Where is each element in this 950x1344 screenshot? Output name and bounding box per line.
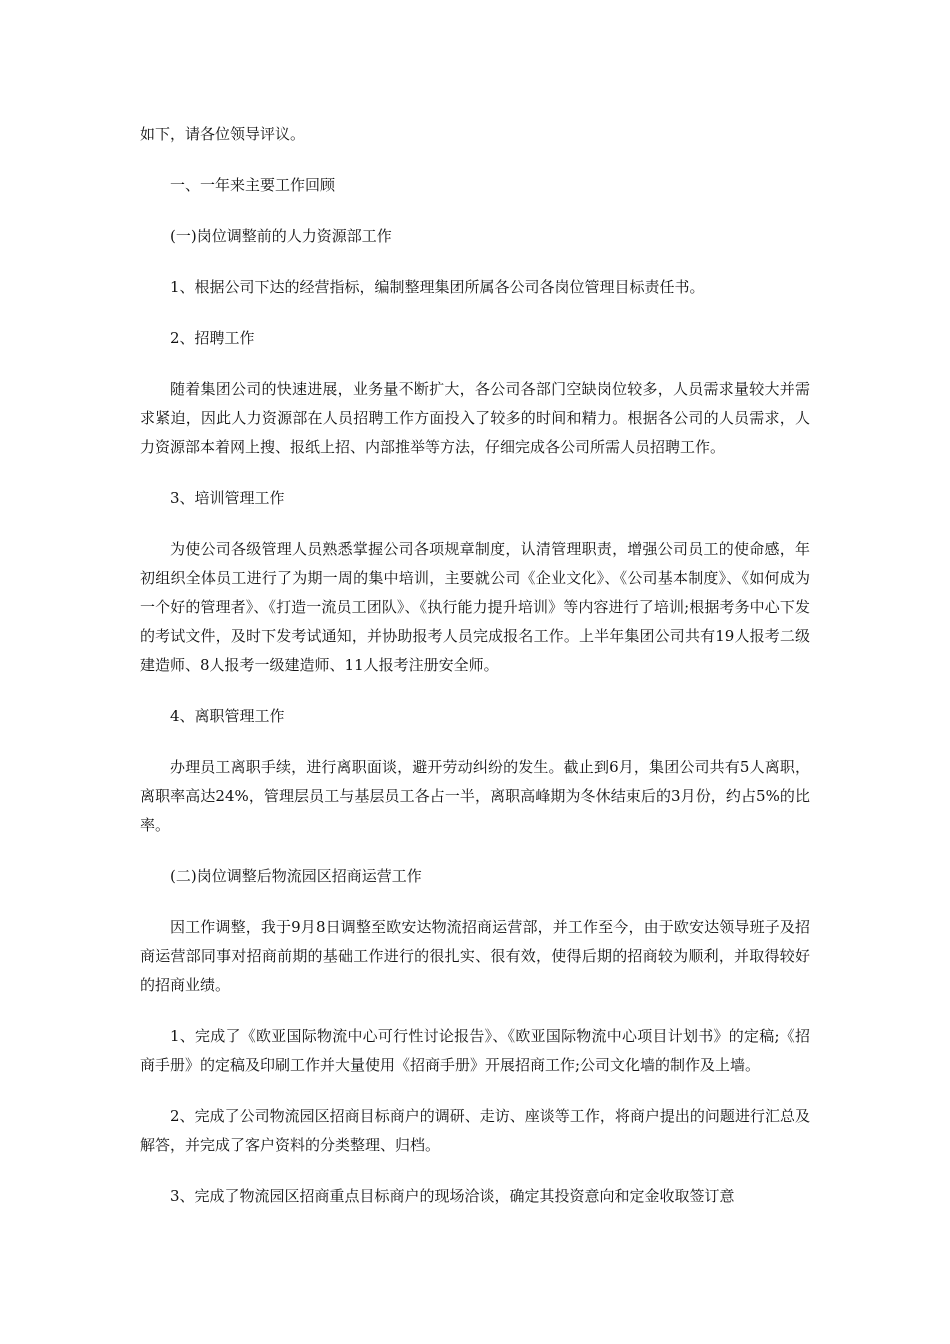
subsection-heading-hr: (一)岗位调整前的人力资源部工作 [170,227,392,245]
paragraph-recruiting: 随着集团公司的快速进展，业务量不断扩大，各公司各部门空缺岗位较多，人员需求量较大并需求紧迫，因此人力资源部在人员招聘工作方面投入了较多的时间和精力。根据各公司的人员需求，人力资源部本着网上搜、报纸上招、内部推举等方法，仔细完成各公司所需人员招聘工作。 [140,380,810,456]
item-reports: 1、完成了《欧亚国际物流中心可行性讨论报告》、《欧亚国际物流中心项目计划书》的定稿;《招商手册》的定稿及印刷工作并大量使用《招商手册》开展招商工作;公司文化墙的制作及上墙。 [140,1027,810,1074]
paragraph-intro: 如下，请各位领导评议。 [140,125,306,143]
paragraph-logistics: 因工作调整，我于9月8日调整至欧安达物流招商运营部，并工作至今，由于欧安达领导班子及招商运营部同事对招商前期的基础工作进行的很扎实、很有效，使得后期的招商较为顺利，并取得较好的招商业绩。 [140,918,810,994]
item-heading-resignation: 4、离职管理工作 [170,707,285,725]
item-targets: 1、根据公司下达的经营指标，编制整理集团所属各公司各岗位管理目标责任书。 [170,278,705,296]
item-negotiation: 3、完成了物流园区招商重点目标商户的现场洽谈，确定其投资意向和定金收取签订意 [170,1187,735,1205]
item-survey: 2、完成了公司物流园区招商目标商户的调研、走访、座谈等工作，将商户提出的问题进行汇总及解答，并完成了客户资料的分类整理、归档。 [140,1107,810,1154]
paragraph-training: 为使公司各级管理人员熟悉掌握公司各项规章制度，认清管理职责，增强公司员工的使命感，年初组织全体员工进行了为期一周的集中培训，主要就公司《企业文化》、《公司基本制度》、《如何成为一个好的管理者》、《打造一流员工团队》、《执行能力提升培训》等内容进行了培训;根据考务中心下发的考试文件，及时下发考试通知，并协助报考人员完成报名工作。上半年集团公司共有19人报考二级建造师、8人报考一级建造师、11人报考注册安全师。 [140,540,810,674]
item-heading-training: 3、培训管理工作 [170,489,285,507]
item-heading-recruiting: 2、招聘工作 [170,329,255,347]
paragraph-resignation: 办理员工离职手续，进行离职面谈，避开劳动纠纷的发生。截止到6月，集团公司共有5人离职，离职率高达24%，管理层员工与基层员工各占一半，离职高峰期为冬休结束后的3月份，约占5%的比率。 [140,758,810,834]
subsection-heading-logistics: (二)岗位调整后物流园区招商运营工作 [170,867,422,885]
section-heading-review: 一、一年来主要工作回顾 [170,176,336,194]
document-body [140,120,810,1211]
